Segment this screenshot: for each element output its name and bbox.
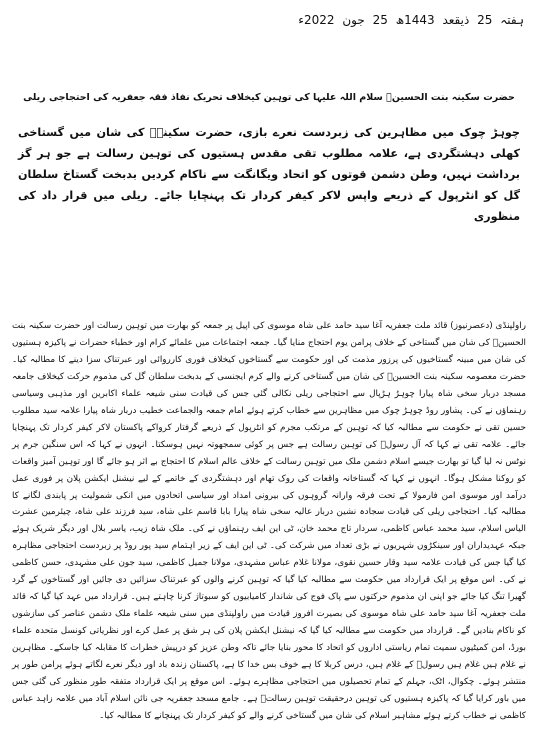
dateline — [14, 12, 524, 28]
summary-block — [18, 122, 520, 227]
headline: حضرت سکینہ بنت الحسینؑ سلام اللہ علیہا کی توہین کیخلاف تحریک نفاذ فقہ جعفریہ کی احتجاجی ریلی — [23, 92, 515, 103]
dateline-greg-day: 25 — [372, 13, 388, 27]
dateline-hijri-day: 25 — [477, 13, 493, 27]
dateline-hijri-year: 1443ھ — [395, 13, 435, 27]
article-body — [12, 318, 526, 725]
summary-text: چوہڑ چوک میں مظاہرین کی زبردست نعرے بازی، حضرت سکینہؑ کی شان میں گستاخی کھلی دہشتگردی ہے، علامہ مطلوب تقی مقدس ہستیوں کی توہین رسالت ہے جو ہر گز برداشت نہیں، وطن دشمن قوتوں کو اتحاد ویگانگت سے ناکام کردیں بدبخت گستاخ سلطان گل کو انٹرپول کے ذریعے واپس لاکر کیفر کردار تک پہنچایا جائے۔ ریلی میں قرار داد کی منظوری — [18, 126, 520, 223]
dateline-greg-month: جون — [342, 13, 365, 27]
article-paragraph: راولپنڈی (دعصرنیوز) قائد ملت جعفریہ آغا سید حامد علی شاہ موسوی کی اپیل پر جمعہ کو بھارت میں توہین رسالت اور حضرت سکینہ بنت الحسینؑ کی شان میں گستاخی کے خلاف پرامن یوم احتجاج منایا گیا۔ جمعہ اجتماعات میں علمائے کرام اور خطباء حضرات نے پاکیزہ ہستیوں کی شان میں مبینہ گستاخیوں کی پرزور مذمت کی اور حکومت سے گستاخوں کیخلاف فوری کارروائی اور عبرتناک سزا دینے کا مطالبہ کیا۔ حضرت معصومہ سکینہ بنت الحسینؑ کی شان میں گستاخی کرنے والے کرم ایجنسی کے بدبخت سلطان گل کی مذموم حرکت کیخلاف جامعہ مسجد دربار سخی شاہ پیارا چوہڑ ہڑپال سے احتجاجی ریلی نکالی گئی جس کی قیادت سنی شیعہ علماء اکابرین اور مذہبی وسیاسی رہنماؤں نے کی۔ پشاور روڈ چوہڑ چوک میں مظاہرین سے خطاب کرتے ہوئے امام جمعہ والجماعت خطیب دربار شاہ پیارا علامہ سید مطلوب حسین تقی نے حکومت سے مطالبہ کیا کہ توہین کے مرتکب مجرم کو انٹرپول کے ذریعے گرفتار کرواکے پاکستان لاکر کیفر کردار تک پہنچایا جائے۔ علامہ تقی نے کہا کہ آل رسولؐ کی توہین رسالت ہے جس پر کوئی سمجھوتہ نہیں ہوسکتا۔ انہوں نے کہا کہ اس سنگین جرم پر نوٹس نہ لیا گیا تو بھارت جیسے اسلام دشمن ملک میں توہین رسالت کے خلاف عالم اسلام کا احتجاج بے اثر ہو جائے گا اور توہین آمیز واقعات کو روکنا مشکل ہوگا۔ انہوں نے کہا کہ گستاخانہ واقعات کی روک تھام اور دہشتگردی کے خاتمے کے لیے نیشنل ایکشن پلان پر فوری عمل درآمد اور موسوی امن فارمولا کے تحت فرقہ وارانہ گروہوں کی بیرونی امداد اور سیاسی اتحادوں میں انکی شمولیت پر پابندی لگانے کا مطالبہ کیا۔ احتجاجی ریلی کی قیادت سجادہ نشین دربار عالیہ سخی شاہ پیارا بابا قاسم علی شاہ، سید فرزند علی شاہ، چیئرمین عشرت الیاس اسلام، سید محمد عباس کاظمی، سردار تاج محمد خان، ٹی این ایف رہنماؤں نے کی۔ ملک شاہ زیب، یاسر بلال اور دیگر شریک ہوئے جبکہ عہدیداران اور سینکڑوں شہریوں نے بڑی تعداد میں شرکت کی۔ ٹی این ایف کے زیر اہتمام سید پور روڈ پر زبردست احتجاجی مظاہرہ کیا گیا جس کی قیادت علامہ سید وقار حسین نقوی، مولانا غلام عباس مشہدی، مولانا جمیل کاظمی، سید جون علی مشہدی، حسن کاظمی نے کی۔ اس موقع پر ایک قرارداد میں حکومت سے مطالبہ کیا گیا کہ توہین کرنے والوں کو عبرتناک سزائیں دی جائیں اور گستاخوں کے گرد گھیرا تنگ کیا جائے جو اپنی ان مذموم حرکتوں سے پاک فوج کی شاندار کامیابیوں کو سبوتاژ کرنا چاہتے ہیں۔ قرارداد میں عہد کیا گیا کہ قائد ملت جعفریہ آغا سید حامد علی شاہ موسوی کی بصیرت افروز قیادت میں راولپنڈی میں سنی شیعہ علماء ملک دشمن عناصر کی سازشوں کو ناکام بنادیں گے۔ قرارداد میں حکومت سے مطالبہ کیا گیا کہ نیشنل ایکشن پلان کی ہر شق پر عمل کرے اور نظریاتی کونسل متحدہ علماء بورڈ، امن کمیٹیوں سمیت تمام ریاستی اداروں کو اتحاد کا محور بنایا جائے تاکہ وطن عزیز کو درپیش خطرات کا مقابلہ کیا جاسکے۔ مظاہرین نے غلام ہیں غلام ہیں رسولؐ کے غلام ہیں، درس کربلا کا ہے خوف بس خدا کا ہے، پاکستان زندہ باد اور دیگر نعرے لگاتے ہوئے پرامن طور پر منتشر ہوئے۔ چکوال، اٹک، جہلم کے تمام تحصیلوں میں احتجاجی مظاہرے ہوئے۔ اس موقع پر ایک قرارداد متفقہ طور منظور کی گئی جس میں باور کرایا گیا کہ پاکیزہ ہستیوں کی توہین درحقیقت توہین رسالتؐ ہے۔ جامع مسجد جعفریہ جی نائن اسلام آباد میں علامہ زاہد عباس کاظمی نے خطاب کرتے ہوئے مشاہیر اسلام کی شان میں گستاخی کرنے والے کو کیفر کردار تک پہنچانے کا مطالبہ کیا۔ — [12, 321, 526, 721]
dateline-weekday: ہفتہ — [500, 13, 524, 27]
dateline-greg-year: 2022ء — [298, 13, 335, 27]
dateline-hijri-month: ذیقعد — [442, 13, 470, 27]
